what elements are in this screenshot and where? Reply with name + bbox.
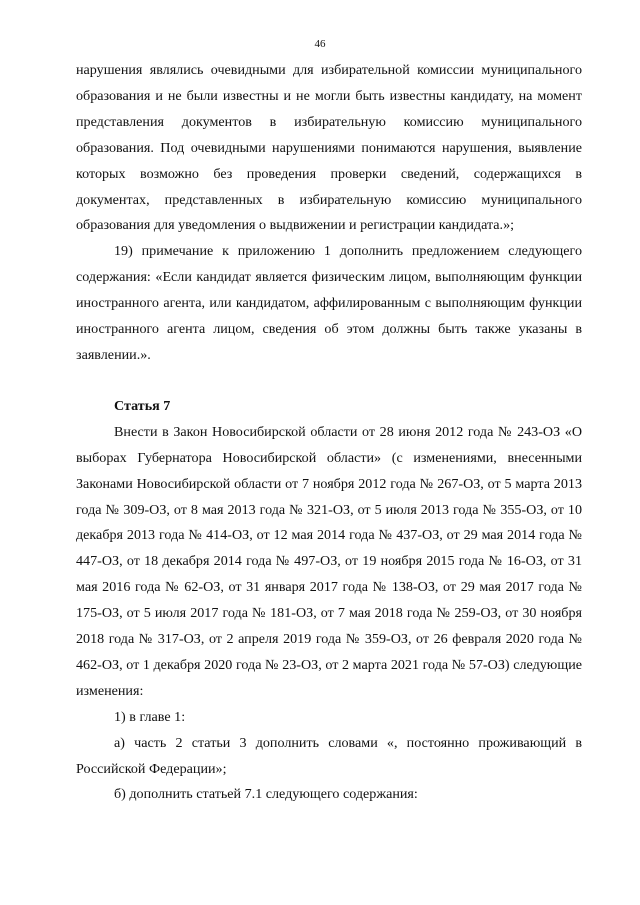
paragraph-subitem-b: б) дополнить статьей 7.1 следующего содержания: (114, 786, 418, 803)
paragraph-subitem-a: а) часть 2 статьи 3 дополнить словами «, постоянно проживающий в Российской Федерации»; (76, 734, 582, 777)
document-body (76, 58, 582, 808)
paragraph-item-19: 19) примечание к приложению 1 дополнить предложением следующего содержания: «Если кандидат является физическим лицом, выполняющим функции иностранного агента, или кандидатом, аффилированным с выполняющим функции иностранного агента лицом, сведения об этом должны быть также указаны в заявлении.». (76, 243, 582, 363)
article-heading: Статья 7 (114, 397, 171, 414)
spacer (76, 369, 582, 394)
page-number: 46 (314, 38, 326, 50)
paragraph-article-intro: Внести в Закон Новосибирской области от 28 июня 2012 года № 243-ОЗ «О выборах Губернатора Новосибирской области» (с изменениями, внесенными Законами Новосибирской области от 7 ноября 2012 года № 267-ОЗ, от 5 марта 2013 года № 309-ОЗ, от 8 мая 2013 года № 321-ОЗ, от 5 июля 2013 года № 355-ОЗ, от 10 декабря 2013 года № 414-ОЗ, от 12 мая 2014 года № 437-ОЗ, от 29 мая 2014 года № 447-ОЗ, от 18 декабря 2014 года № 497-ОЗ, от 19 ноября 2015 года № 16-ОЗ, от 31 мая 2016 года № 62-ОЗ, от 31 января 2017 года № 138-ОЗ, от 29 мая 2017 года № 175-ОЗ, от 5 июля 2017 года № 181-ОЗ, от 7 мая 2018 года № 259-ОЗ, от 30 ноября 2018 года № 317-ОЗ, от 2 апреля 2019 года № 359-ОЗ, от 26 февраля 2020 года № 462-ОЗ, от 1 декабря 2020 года № 23-ОЗ, от 2 марта 2021 года № 57-ОЗ) следующие изменения: (76, 423, 582, 699)
paragraph-continuation: нарушения являлись очевидными для избирательной комиссии муниципального образования и не были известны и не могли быть известны кандидату, на момент представления документов в избирательную комиссию муниципального образования. Под очевидными нарушениями понимаются нарушения, выявление которых возможно без проведения проверки сведений, содержащихся в документах, представленных в избирательную комиссию муниципального образования для уведомления о выдвижении и регистрации кандидата.»; (76, 62, 582, 234)
paragraph-chapter-1: 1) в главе 1: (114, 708, 186, 725)
